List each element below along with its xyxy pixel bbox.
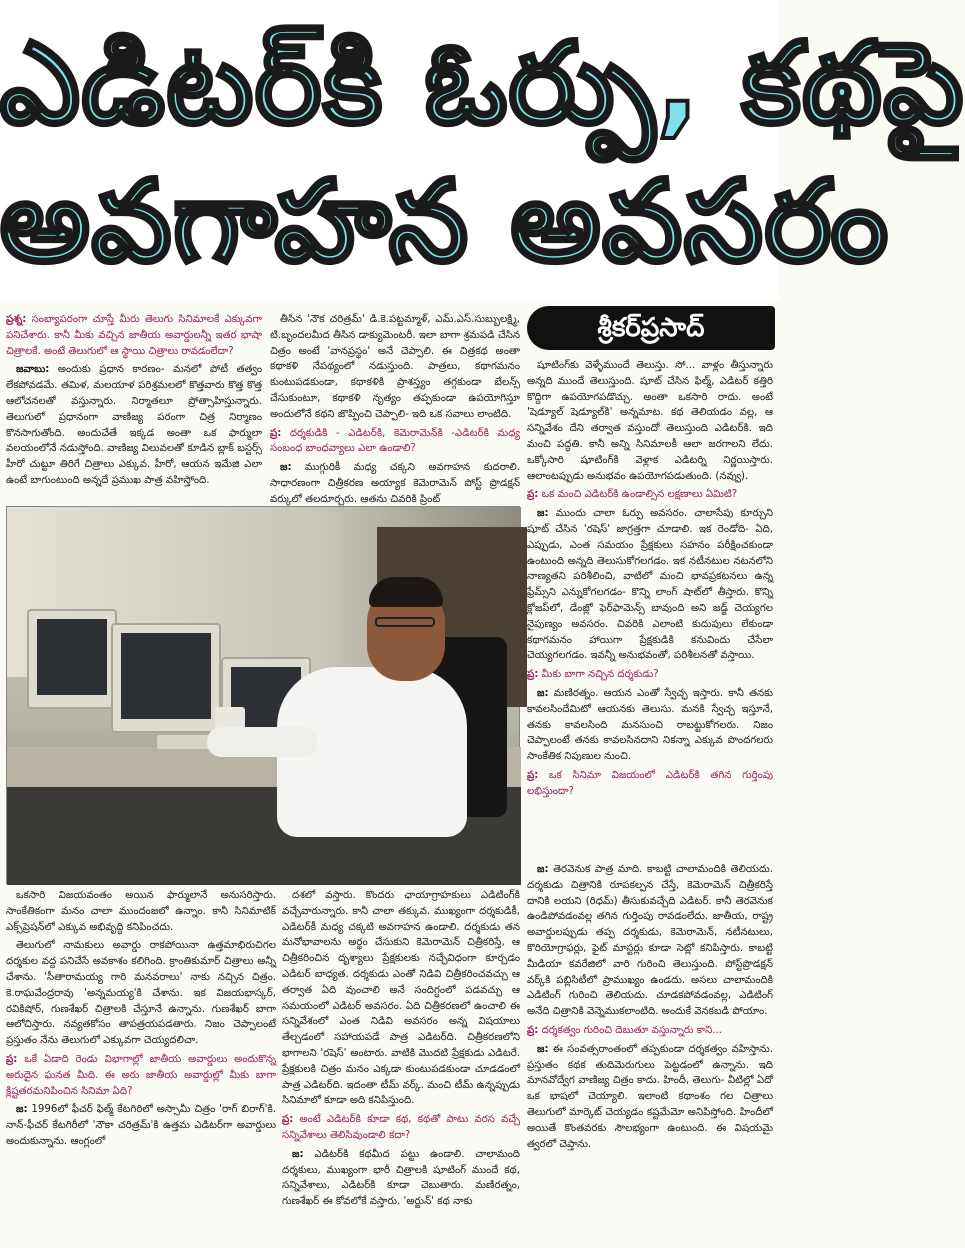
speaker-tag: ప్ర: (527, 489, 539, 501)
author-byline: శ్రీకర్‌ప్రసాద్ (527, 306, 775, 350)
headline-line-1: ఎడిటర్‌కి ఓర్పు, కథపై (0, 19, 965, 149)
paragraph-text: తెలుగులో నామకులు అవార్డు రాకపోయినా ఉత్తమాభిరుచిగల దర్శకుల వద్ద పనిచేసే అవకాశం కలిగింది. క్రాంతికుమార్ చిత్రాలు అన్నీ చేశాను. 'సీతారామయ్య గారి మనవరాలు' నాకు నచ్చిన చిత్రం. కె.రాఘవేంద్రరావు 'అన్నమయ్య'కి చేశాను. ఇక విజయభాస్కర్, రవికిషోర్, గుణశేఖర్ చిత్రాలకి చేస్తూనే ఉన్నాను. గుణశేఖర్ బాగా ఆలోచిస్తారు. నవ్యతకోసం తాపత్రయపడతారు. నిజం చెప్పాలంటే ప్రస్తుతం నేను తెలుగులో ఎక్కువగా చెయ్యదలిచా. (6, 940, 276, 1047)
paragraph-text: షూటింగ్‌కు వెళ్ళేముందే తెలుస్తు. సో... వాళ్లం తీస్తున్నారు అన్నది ముందే తెలుస్తుంది. షూట్ చేసిన ఫిల్మ్, ఎడిటర్ కత్తిరి కొద్దిగా ఉపయోగపడొచ్చు. అంతా ఒకసారి రాదు. అంటే 'షెడ్యూల్ షెడ్యూల్‌కి' అన్నమాట. కథ తెలియడం వల్ల, ఆ సన్నివేశం దేని తర్వాత వస్తుందో తెలుస్తుంది ఎడిటర్‌కి. ఇది మంచి పద్ధతి. కానీ అన్ని సినిమాలకీ ఆలా జరగాలని లేదు. ఒక్కోసారి షూటింగ్‌కి వెళ్లాక ఎడిటర్ని నిర్ణయిస్తారు. ఆలాంటప్పుడు అనుభవం ఉపయోగపడుతుంది. (నవ్వు). (527, 360, 773, 482)
column-3-bottom (527, 862, 773, 1248)
speaker-tag: జ: (16, 1104, 28, 1116)
interview-answer (6, 362, 262, 488)
monitor-center (111, 623, 221, 733)
speaker-tag: జవాబు: (16, 364, 50, 376)
interview-answer (6, 1102, 276, 1149)
speaker-tag: ప్ర: (282, 1114, 294, 1126)
paragraph-text: తెరవెనుక పాత్ర మాది. కాబట్టి చాలామందికి తెలియదు. దర్శకుడు చిత్రానికి రూపకల్పన చేస్తే, కెమెరామెన్ చిత్రీకరిస్తే దానికి లయని (రిధమ్) తీసుకువచ్చేది ఎడిటర్. కానీ తెరవెనుక ఉండిపోవడంవల్ల తగిన గుర్తింపు రావడంలేదు. జాతీయ, రాష్ట్ర అవార్డులప్పుడు తప్ప దర్శకుడు, కెమెరామెన్, నటీనటులు, కొరియోగ్రాఫర్లు, ఫైట్ మాస్టర్లు కూడా సెట్లో కనిపిస్తారు. కాబట్టి మీడియా కవరేజిలో వారి గురించి తెలుస్తుంది. పోస్ట్‌ప్రొడక్షన్ వర్క్‌కి పబ్లిసిటీలో ప్రాముఖ్యం ఉండదు. అసలు చాలామందికి ఎడిటింగ్ గురించి తెలియదు. చూడకపోవడంవల్ల, ఎడిటింగ్ అనేది చిత్రానికి వెన్నెముకలాంటిది. అందుకే వెనకబడి పోయాం. (527, 864, 773, 1018)
speaker-tag: జ: (292, 1148, 304, 1160)
paragraph-text: ఒకే ఏడాది రెండు విభాగాల్లో జాతీయ అవార్డులు అందుకొన్న అరుదైన ఘనత మీది. ఈ అరు జాతీయ అవార్డుల్లో మీకు బాగా క్లిష్టతరమనిపించిన సినిమా ఏది? (6, 1053, 276, 1097)
interview-question (270, 426, 520, 458)
interview-answer (527, 1042, 773, 1153)
interview-answer (6, 888, 276, 935)
interview-question (6, 312, 262, 359)
column-2-top (270, 312, 520, 504)
paragraph-text: తీసిన 'నౌక చరిత్రమ్' డి.కె.పట్టమ్మాళ్, ఎమ్.ఎస్.సుబ్బులక్ష్మి, టి.బృందలమీద తీసిన డాక్యుమెంటరీ. ఇలా బాగా శ్రమపడి చేసిన చిత్రం అంటే 'వానప్రస్థం' అనే చెప్పాలి. ఈ చిత్రకథ అంతా కథాకళి నేపథ్యంలో నడుస్తుంది. పాత్రలు, కథాగమనం కుంటుపడకుండా, కథాకళికి ప్రాశస్త్యం తగ్గకుండా బేలన్స్ చేసుకుంటూ, కథాకళి నృత్యం తప్పకుండా ఉపయోగిస్తూ అందులోనే కథని జొప్పించి చెప్పాలి- ఇది ఒక సవాలు లాంటిది. (270, 314, 520, 420)
headline-line-2: అవగాహన అవసరం (0, 157, 890, 287)
column-2-bottom (282, 888, 520, 1248)
paragraph-text: ఒక సినిమా విజయంలో ఎడిటర్‌కి తగిన గుర్తింపు లభిస్తుందా? (527, 769, 773, 797)
speaker-tag: జ: (537, 508, 549, 520)
monitor-left (27, 609, 117, 709)
interview-answer (527, 358, 773, 484)
paragraph-text: ఈ సంవత్సరాంతంలో తప్పకుండా దర్శకత్వం వహిస్తాను. ప్రస్తుతం కథక తుదిమెరుగులు పెట్టడంలో ఉన్నాను. ఇది మానవోద్వేగ వాణిజ్య చిత్రం కాదు. హిందీ, తెలుగు- వీటిల్లో ఏదో ఒక భాషలో చెయ్యాలి. ఇలాంటి కథాంశం గల చిత్రాలు తెలుగులో మార్కెట్ చెయ్యడం కష్టమేమో అనిపిస్తోంది. హిందీలో అయితే కొంతవరకు సౌలభ్యంగా ఉంటుంది. ఈ విషయమై త్వరలో చెప్తాను. (527, 1043, 773, 1150)
interview-answer (527, 686, 773, 765)
paragraph-text: ఒక మంచి ఎడిటర్‌కి ఉండాల్సిన లక్షణాలు ఏమిటి? (541, 489, 738, 501)
paragraph-text: 1996లో ఫీచర్ ఫిల్మ్ కేటగిరిలో అస్సామీ చిత్రం 'రాగ్ బిరాగ్'కి. నాన్-ఫీచర్ కేటగిరీలో 'నౌకా చరిత్రమ్'కి ఉత్తమ ఎడిటర్‌గా అవార్డులు అందుకున్నాను. ఆంగ్లంలో (6, 1104, 276, 1147)
interview-answer (270, 312, 520, 423)
speaker-tag: ప్ర: (6, 1053, 18, 1065)
person-hair (369, 577, 443, 607)
speaker-tag: జ: (537, 864, 549, 875)
headline (0, 0, 965, 300)
paragraph-text: దశలో వస్తారు. కొందరు ఛాయాగ్రాహకులు ఎడిటింగ్‌కి వచ్చేవారున్నారు. కానీ చాలా తక్కువ. ముఖ్యంగా దర్శకుడికీ, ఎడిటర్‌కీ మధ్య చక్కటి అవగాహన ఉండాలి. దర్శకుడు తన మనోభావాలను అర్థం చేసుకుని కెమెరామెన్ చిత్రీకరిస్తే, ఆ చిత్రీకరించిన దృశ్యాలు ప్రేక్షకులకు నచ్చేవిధంగా కూర్చడం ఎడిటర్ బాధ్యత. దర్శకుడు ఎంతో నిడివి చిత్రీకరించవచ్చు ఆ తర్వాత ఏది వుంచాలి అనే సందిగ్ధంలో పడవచ్చు ఆ సమయంలో ఎడిటర్ అవసరం. ఏది చిత్రీకరణలో ఉంచాలి ఈ సన్నివేశంలో ఎంత నిడివి అవసరం అన్న విషయాలు తేల్చడంలో సహాయపడే పాత్ర ఎడిటర్‌ది. చిత్రీకరణలోని భాగాలని 'రషెస్' అంటారు. వాటికి మొదటి ప్రేక్షకుడు ఎడిటరే. ప్రేక్షకులకి చిత్రం మనం ఎక్కడా కుంటుపడకుండా చూడడంలో పాత్ర ఎడిటర్‌ది. ఇదంతా టీమ్ వర్క్. మంచి టీమ్ ఉన్నప్పుడు సినిమాలో కూడా అది కనిపిస్తుంది. (282, 890, 520, 1107)
person-arm (207, 727, 317, 757)
interview-answer (527, 506, 773, 664)
paragraph-text: అంటే ఎడిటర్‌కి కూడా కథ, కథతో పాటు వరస వచ్చే సన్నివేశాలు తెలిసివుండాలి కదా? (282, 1114, 520, 1141)
interview-answer (527, 862, 773, 1020)
interview-question (6, 1052, 276, 1099)
speaker-tag: జ: (537, 1043, 549, 1055)
interview-question (527, 768, 773, 800)
interview-answer (270, 460, 520, 507)
interview-answer (282, 888, 520, 1109)
paragraph-text: ఒకసారి విజయవంతం అయిన ఫార్ములానే అనుసరిస్తారు. సాంకేతికంగా మనం చాలా ముందంజలో ఉన్నాం. కానీ సినిమాటిక్ ఎక్స్‌ప్రెషన్‌లో ఎక్కువ అభివృద్ధి కనిపించదు. (6, 890, 276, 933)
speaker-tag: ప్ర: (527, 669, 539, 681)
editor-photo (6, 506, 520, 884)
interview-question (527, 1023, 773, 1039)
interview-question (282, 1112, 520, 1144)
paragraph-text: దర్శకుడికి - ఎడిటర్‌కి, కెమెరామెన్‌కి -ఎడిటర్‌కి మధ్య సంబంధ బాంధవ్యాలు ఎలా ఉండాలి? (270, 427, 520, 455)
speaker-tag: జ: (537, 687, 549, 699)
interview-question (527, 487, 773, 503)
speaker-tag: జ: (280, 462, 292, 474)
interview-answer (282, 1147, 520, 1210)
paragraph-text: ముగ్గురికీ మధ్య చక్కని అవగాహన కుదరాలి. సాధారణంగా చిత్రీకరణ అయ్యాక కెమెరామెన్ పోస్ట్ ప్రొడక్షన్ వర్కులో తలదూర్చరు. ఆతను చివరికి ప్రింట్ (270, 462, 520, 505)
column-1-bottom (6, 888, 276, 1248)
speaker-tag: ప్ర: (527, 769, 539, 781)
paragraph-text: ముందు చాలా ఓర్పు అవసరం. చాలాసేపు కూర్చుని షూట్ చేసిన 'రషెస్' జాగ్రత్తగా చూడాలి. ఇక రెండోది- ఏది, ఎప్పుడు, ఎంత సమయం ప్రేక్షకులు సహనం పరీక్షించకుండా ఉంటుంది అన్నది తెలుసుకోగలగడం. ఇక నటీనటుల నటనలోని నాణ్యతని పరిశీలించి, వాటిలో మంచి భావప్రకటనలు ఉన్న ఫ్రేమ్స్‌ని ఎన్నుకోగలగడం- కొన్ని లాంగ్ షాట్‌లో తీస్తారు. కొన్ని క్లోజప్‌లో, డేంజ్లో ఫెర్‌ఫామెన్స్ బావుంది అని జడ్జ్ చెయ్యగల నైపుణ్యం అవసరం. చివరికి ఎలాంటి కుదుపులు లేకుండా కథాగమనం హాయిగా ప్రేక్షకుడికి కనువిందు చేసేలా చెయ్యగలగడం. ఇవన్నీ అనుభవంతో, పరిశీలనతో వస్తాయి. (527, 508, 773, 662)
paragraph-text: మణిరత్నం. ఆయన ఎంతో స్వేచ్ఛ ఇస్తారు. కానీ తనకు కావలసిందేమిటో ఆయనకు తెలుసు. మనకి స్వేచ్ఛ ఇస్తూనే, తనకు కావలసింది మనసుంచి రాబట్టుకోగలరు. నిజం చెప్పాలంటే తనకు కావలసినదాని నికన్నా ఎక్కువ పొందగలరు సాంకేతిక నిపుణుల నుంచి. (527, 687, 773, 763)
paragraph-text: దర్శకత్వం గురించి దెబుతూ వస్తున్నారు కాని... (541, 1024, 723, 1036)
speaker-tag: ప్ర: (270, 427, 282, 439)
speaker-tag: ప్ర: (527, 1024, 539, 1036)
paragraph-text: అందుకు ప్రధాన కారణం- మనలో పోటీ తత్వం లేకపోవడమే. తమిళ, మలయాళ పరిశ్రమలలో కొత్తవారు కొత్త కొత్త ఆలోచనలతో వస్తున్నారు. నిర్మాతలూ ప్రోత్సాహిస్తున్నారు. తెలుగులో ప్రధానంగా వాణిజ్య పరంగా చిత్ర నిర్మాణం కొనసాగుతోంది. అందుచేతే ఇక్కడ అంతా ఒక ఫార్ములా వలయంలోనే నడుస్తోంది. వాణిజ్య విలువలతో కూడిన బ్లాక్ బస్టర్స్ హీరో చుట్టూ తిరిగే చిత్రాలు ఎక్కువ. హీరో, ఆయన ఇమేజి ఎలా ఉంటే బాగుంటుంది అన్నదే ప్రముఖ పాత్ర వహిస్తోంది. (6, 364, 262, 486)
column-3-top (527, 358, 773, 860)
glasses-icon (375, 617, 435, 627)
speaker-tag: ప్రశ్న: (6, 314, 27, 325)
paragraph-text: మీకు బాగా నచ్చిన దర్శకుడు? (541, 669, 659, 681)
interview-answer (6, 938, 276, 1049)
interview-question (527, 667, 773, 683)
paragraph-text: ఎడిటర్‌కి కథమీద పట్టు ఉండాలి. చాలామంది దర్శకులు, ముఖ్యంగా భారీ చిత్రాలకి షూటింగ్ ముందే కథ, సన్నివేశాలు, ఎడిటర్‌కి కూడా చెబుతారు. మణిరత్నం, గుణశేఖర్ ఈ కోవలోకే వస్తారు. 'అర్జున్' కథ నాకు (282, 1148, 521, 1208)
paragraph-text: సంబ్యాపరంగా చూస్తే మీరు తెలుగు సినిమాలకే ఎక్కువగా పనిచేశారు. కానీ మీకు వచ్చిన జాతీయ అవార్డులన్నీ ఇతర భాషా చిత్రాలకే. అంటే తెలుగులో ఆ స్థాయి చిత్రాలు రావడంలేదా? (6, 314, 263, 357)
